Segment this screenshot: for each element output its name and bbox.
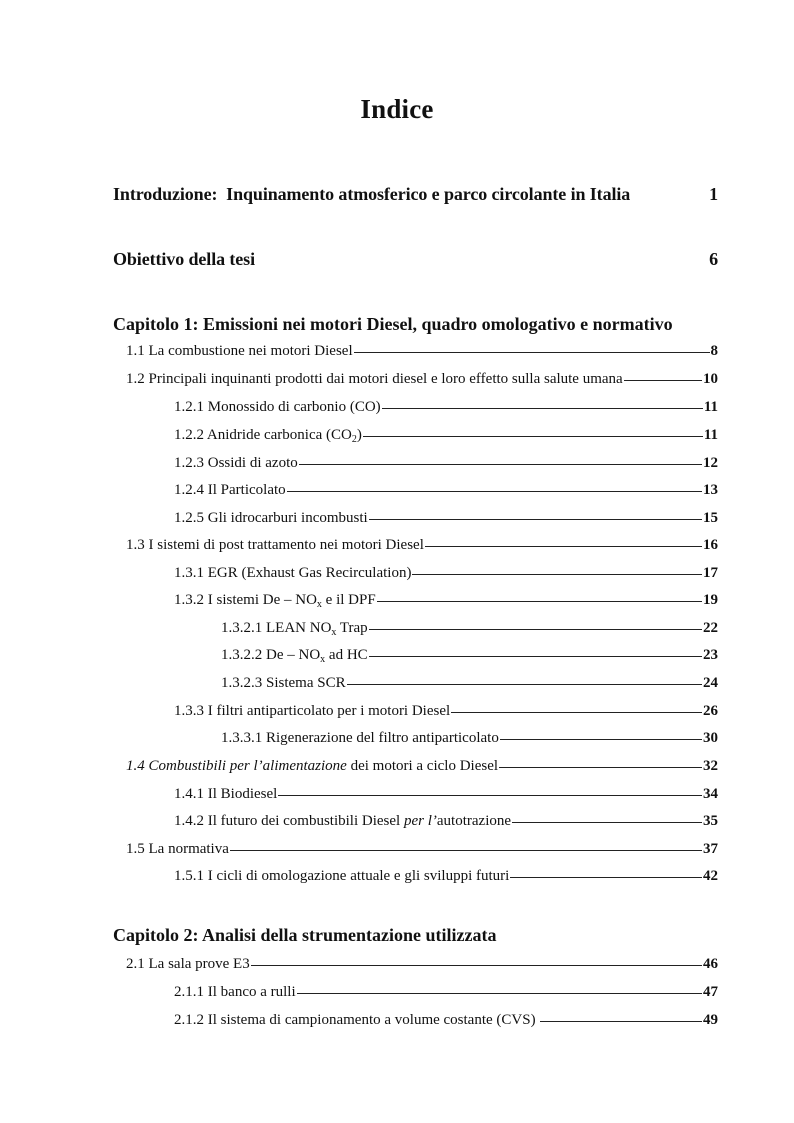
toc-entry[interactable] <box>174 510 718 527</box>
toc-entry-label: 1.3.2.1 LEAN $NO_x$ Trap <box>221 620 368 638</box>
toc-entry-page: 37 <box>703 841 718 857</box>
toc-entry[interactable] <box>221 675 718 692</box>
toc-entry-label: 1.2.5 Gli idrocarburi incombusti <box>174 510 368 526</box>
toc-entry-label: 1.4.2 Il futuro dei combustibili Diesel per l’autotrazione <box>174 813 512 829</box>
toc-entry-page: 16 <box>703 537 718 553</box>
toc-entry-label: 2.1 La sala prove E3 <box>126 956 250 972</box>
leader-line <box>369 519 702 520</box>
toc-entry-page: 34 <box>703 786 718 802</box>
toc-entry-label: 1.3.2.3 Sistema SCR <box>221 675 346 691</box>
toc-entry-introduzione[interactable] <box>113 184 718 205</box>
leader-line <box>382 408 703 409</box>
toc-entry[interactable] <box>221 647 718 664</box>
toc-entry[interactable] <box>221 620 718 637</box>
toc-entry-label: Obiettivo della tesi <box>113 249 255 269</box>
toc-entry[interactable] <box>174 565 718 582</box>
toc-entry-page: 46 <box>703 956 718 972</box>
toc-entry-page: 1 <box>709 184 718 204</box>
leader-line <box>299 464 702 465</box>
toc-entry-page: 8 <box>710 343 718 359</box>
page-title: Indice <box>360 94 434 124</box>
toc-entry[interactable] <box>174 399 718 416</box>
toc-entry-page: 11 <box>703 399 718 415</box>
toc-entry[interactable] <box>126 371 718 388</box>
toc-entry[interactable] <box>174 984 718 1001</box>
toc-entry-label: 1.2.2 Anidride carbonica $(CO_2)$ <box>174 427 362 445</box>
toc-entry-label: 1.5 La normativa <box>126 841 229 857</box>
chapter-2-heading[interactable]: Capitolo 2: Analisi della strumentazione utilizzata <box>113 925 497 945</box>
toc-entry-page: 10 <box>703 371 718 387</box>
toc-entry[interactable] <box>174 482 718 499</box>
toc-entry-label: 2.1.2 Il sistema di campionamento a volume costante (CVS) <box>174 1012 540 1028</box>
toc-entry[interactable] <box>126 343 718 360</box>
toc-entry-label: 1.5.1 I cicli di omologazione attuale e gli sviluppi futuri <box>174 868 510 884</box>
toc-entry[interactable] <box>174 786 718 803</box>
leader-line <box>510 877 702 878</box>
leader-line <box>347 684 702 685</box>
toc-entry-page: 24 <box>703 675 718 691</box>
toc-entry-label: 1.1 La combustione nei motori Diesel <box>126 343 353 359</box>
toc-entry-label: 1.3.3.1 Rigenerazione del filtro antiparticolato <box>221 730 499 746</box>
toc-entry-page: 22 <box>703 620 718 636</box>
leader-line <box>369 629 702 630</box>
toc-entry[interactable] <box>174 1012 718 1029</box>
toc-entry[interactable] <box>126 758 718 775</box>
toc-entry[interactable] <box>126 956 718 973</box>
leader-line <box>230 850 702 851</box>
leader-line <box>297 993 702 994</box>
leader-line <box>451 712 702 713</box>
toc-entry[interactable] <box>174 813 718 830</box>
toc-entry-page: 15 <box>703 510 718 526</box>
toc-entry-page: 49 <box>703 1012 718 1028</box>
toc-entry-page: 13 <box>703 482 718 498</box>
toc-entry[interactable] <box>126 537 718 554</box>
toc-entry-page: 32 <box>703 758 718 774</box>
leader-line <box>512 822 702 823</box>
chapter-1-heading[interactable]: Capitolo 1: Emissioni nei motori Diesel, quadro omologativo e normativo <box>113 314 673 334</box>
toc-entry-label: 1.2 Principali inquinanti prodotti dai motori diesel e loro effetto sulla salute umana <box>126 371 623 387</box>
leader-line <box>251 965 702 966</box>
toc-entry-page: 47 <box>703 984 718 1000</box>
leader-line <box>354 352 710 353</box>
toc-entry-label: 1.4 Combustibili per l’alimentazione dei motori a ciclo Diesel <box>126 758 499 774</box>
toc-entry-label: 1.2.4 Il Particolato <box>174 482 286 498</box>
leader-line <box>278 795 702 796</box>
leader-line <box>287 491 702 492</box>
leader-line <box>412 574 702 575</box>
toc-entry-label: 1.3.2 I sistemi De – $NO_x$ e il DPF <box>174 592 376 610</box>
leader-line <box>499 767 702 768</box>
toc-entry[interactable] <box>174 455 718 472</box>
toc-entry-label: 1.4.1 Il Biodiesel <box>174 786 278 802</box>
toc-entry[interactable] <box>174 592 718 609</box>
toc-entry-page: 30 <box>703 730 718 746</box>
toc-entry-label: 1.3.3 I filtri antiparticolato per i motori Diesel <box>174 703 451 719</box>
toc-entry-label: 1.3 I sistemi di post trattamento nei motori Diesel <box>126 537 424 553</box>
leader-line <box>369 656 702 657</box>
toc-entry-page: 35 <box>703 813 718 829</box>
toc-entry-label: 1.2.1 Monossido di carbonio (CO) <box>174 399 381 415</box>
toc-entry-page: 26 <box>703 703 718 719</box>
toc-entry[interactable] <box>221 730 718 747</box>
leader-line <box>540 1021 702 1022</box>
toc-entry-page: 42 <box>703 868 718 884</box>
toc-entry-page: 19 <box>703 592 718 608</box>
toc-entry-page: 6 <box>709 249 718 269</box>
toc-entry-label: 2.1.1 Il banco a rulli <box>174 984 296 1000</box>
toc-entry-page: 11 <box>703 427 718 443</box>
toc-entry[interactable] <box>126 841 718 858</box>
toc-entry-page: 23 <box>703 647 718 663</box>
toc-entry-label: 1.3.2.2 De – $NO_x$ ad HC <box>221 647 368 665</box>
toc-entry-page: 12 <box>703 455 718 471</box>
leader-line <box>500 739 702 740</box>
toc-entry[interactable] <box>174 427 718 444</box>
toc-entry[interactable] <box>174 703 718 720</box>
toc-entry[interactable] <box>174 868 718 885</box>
toc-entry-page: 17 <box>703 565 718 581</box>
toc-entry-obiettivo[interactable] <box>113 249 718 270</box>
toc-entry-label: 1.2.3 Ossidi di azoto <box>174 455 298 471</box>
leader-line <box>425 546 702 547</box>
toc-entry-label: 1.3.1 EGR (Exhaust Gas Recirculation) <box>174 565 412 581</box>
toc-entry-label: Introduzione: Inquinamento atmosferico e parco circolante in Italia <box>113 184 631 204</box>
leader-line <box>377 601 702 602</box>
leader-line <box>624 380 702 381</box>
leader-line <box>363 436 703 437</box>
